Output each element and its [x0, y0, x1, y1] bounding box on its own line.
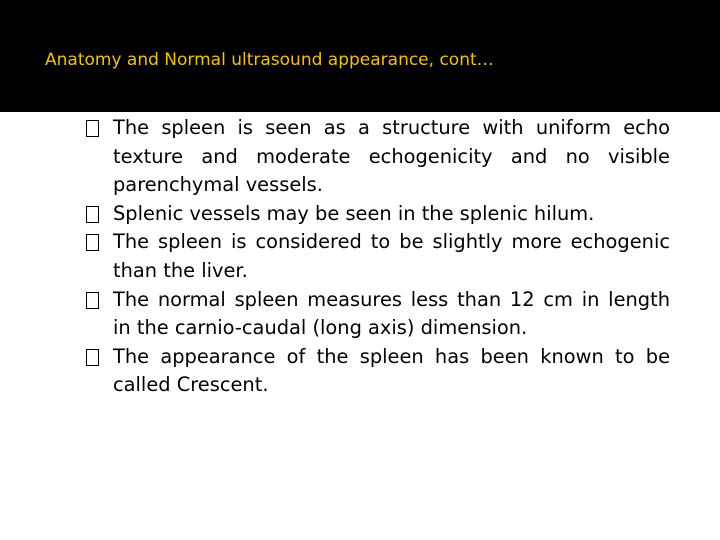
missing-glyph-box-icon — [86, 349, 99, 366]
missing-glyph-box-icon — [86, 206, 99, 223]
bullet-text: Splenic vessels may be seen in the splenic hilum. — [113, 201, 595, 225]
bullet-list — [113, 114, 670, 400]
missing-glyph-box-icon — [86, 234, 99, 251]
bullet-item — [113, 343, 670, 400]
bullet-item — [113, 286, 670, 343]
bullet-text: The spleen is seen as a structure with uniform echo texture and moderate echogenicity and no visible parenchymal vessels. — [113, 116, 670, 197]
bullet-item — [113, 228, 670, 285]
title-bar — [0, 0, 720, 112]
bullet-text: The normal spleen measures less than 12 cm in length in the carnio-caudal (long axis) dimension. — [113, 287, 670, 340]
bullet-text: The spleen is considered to be slightly more echogenic than the liver. — [113, 230, 670, 282]
bullet-item — [113, 114, 670, 200]
bullet-item — [113, 200, 670, 229]
bullet-text: The appearance of the spleen has been known to be called Crescent. — [113, 344, 670, 397]
missing-glyph-box-icon — [86, 292, 99, 309]
missing-glyph-box-icon — [86, 120, 99, 137]
slide-title: Anatomy and Normal ultrasound appearance, cont… — [45, 50, 494, 70]
